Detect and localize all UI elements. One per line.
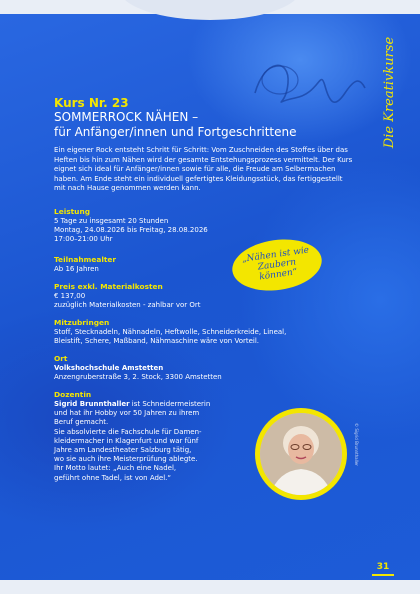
dozentin-line: und hat ihr Hobby vor 50 Jahren zu ihrem bbox=[54, 409, 200, 418]
photo-credit: © Sigrid Brunnthaller bbox=[353, 422, 359, 466]
photo-credit-box bbox=[352, 404, 360, 484]
mitzubringen-block bbox=[54, 318, 354, 346]
dozentin-line: wo sie auch ihre Meisterprüfung ablegte. bbox=[54, 455, 198, 464]
dozentin-label: Dozentin bbox=[54, 390, 92, 399]
dozentin-block bbox=[54, 390, 254, 483]
preis-block bbox=[54, 282, 354, 310]
course-title-line2: für Anfänger/innen und Fortgeschrittene bbox=[54, 125, 297, 139]
ort-address: Anzengruberstraße 3, 2. Stock, 3300 Amstetten bbox=[54, 373, 222, 382]
quote-text: „Nähen ist wie Zaubern können“ bbox=[241, 245, 310, 283]
preis-note: zuzüglich Materialkosten - zahlbar vor Ort bbox=[54, 301, 201, 310]
teilnahmealter-label: Teilnahmealter bbox=[54, 255, 117, 264]
dozentin-line bbox=[54, 400, 254, 409]
section-label: Die Kreativkurse bbox=[382, 36, 398, 148]
teilnahmealter-value: Ab 16 Jahren bbox=[54, 265, 99, 273]
dozentin-line: Beruf gemacht. bbox=[54, 418, 109, 427]
leistung-line: Montag, 24.08.2026 bis Freitag, 28.08.2026 bbox=[54, 226, 208, 235]
section-tab bbox=[376, 22, 404, 162]
leistung-block bbox=[54, 207, 354, 245]
dozentin-name: Sigrid Brunnthaller bbox=[54, 400, 130, 408]
mitzubringen-line: Stoff, Stecknadeln, Nähnadeln, Heftwolle, Schneiderkreide, Lineal, bbox=[54, 328, 287, 336]
leistung-label: Leistung bbox=[54, 207, 91, 216]
dozentin-line: Ihr Motto lautet: „Auch eine Nadel, bbox=[54, 464, 177, 473]
ort-label: Ort bbox=[54, 354, 68, 363]
dozentin-text: ist Schneidermeisterin bbox=[129, 400, 211, 408]
portrait-icon bbox=[260, 413, 342, 495]
dozentin-line: Sie absolvierte die Fachschule für Damen- bbox=[54, 427, 202, 436]
course-header bbox=[54, 96, 364, 140]
instructor-photo bbox=[260, 413, 342, 495]
leistung-line: 5 Tage zu insgesamt 20 Stunden bbox=[54, 217, 169, 225]
leistung-line: 17:00–21:00 Uhr bbox=[54, 235, 113, 244]
ort-block bbox=[54, 354, 354, 382]
preis-value: € 137,00 bbox=[54, 292, 86, 300]
mitzubringen-label: Mitzubringen bbox=[54, 318, 110, 327]
footer-band bbox=[0, 580, 420, 594]
course-title-line1: SOMMERROCK NÄHEN – bbox=[54, 110, 199, 124]
dozentin-line: kleidermacher in Klagenfurt und war fünf bbox=[54, 436, 199, 445]
ort-name: Volkshochschule Amstetten bbox=[54, 364, 164, 372]
mitzubringen-line: Bleistift, Schere, Maßband, Nähmaschine wäre von Vorteil. bbox=[54, 337, 260, 346]
course-description: Ein eigener Rock entsteht Schritt für Schritt: Vom Zuschneiden des Stoffes über das Heften bis hin zum Nähen wird der gesamte Entstehungsprozess vermittelt. Der Kurs eignet sich ideal für Anfänger/innen sowie für alle, die Freude am Selbermachen haben. Am Ende steht ein individuell gefertigtes Kleidungsstück, das fertiggestellt mit nach Hause genommen werden kann. bbox=[54, 146, 353, 192]
dozentin-line: Jahre am Landestheater Salzburg tätig, bbox=[54, 446, 192, 455]
preis-label: Preis exkl. Materialkosten bbox=[54, 282, 163, 291]
top-decoration bbox=[120, 0, 300, 20]
course-number: Kurs Nr. 23 bbox=[54, 96, 129, 110]
page-number: 31 bbox=[372, 561, 394, 576]
dozentin-line: geführt ohne Tadel, ist von Adel.“ bbox=[54, 473, 172, 482]
